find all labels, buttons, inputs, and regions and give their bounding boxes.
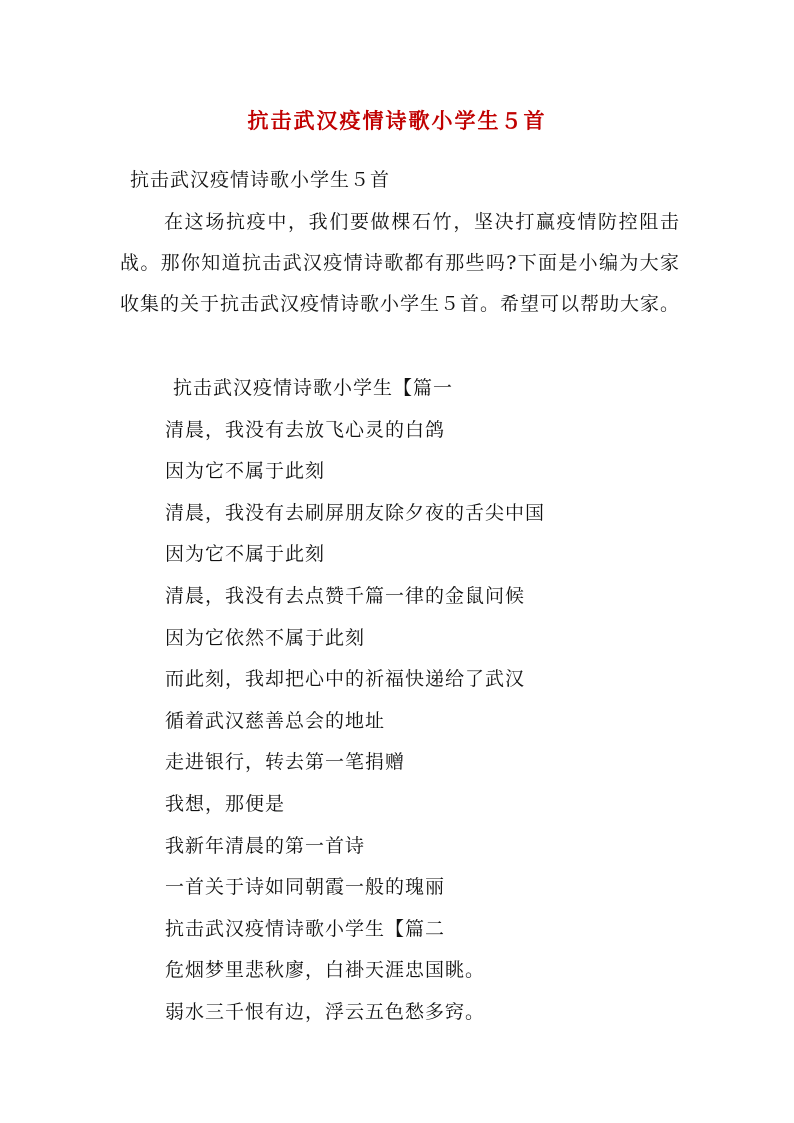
poem-line: 弱水三千恨有边，浮云五色愁多窍。 [165,1000,486,1023]
poem-line: 走进银行，转去第一笔捐赠 [165,751,406,774]
poem-line: 清晨，我没有去放飞心灵的白鸽 [165,418,446,441]
poem-line: 清晨，我没有去刷屏朋友除夕夜的舌尖中国 [165,501,546,524]
poem-line: 危烟梦里悲秋廖，白褂天涯忠国眺。 [165,959,486,982]
poem-line: 我新年清晨的第一首诗 [165,834,366,857]
poem-line: 因为它依然不属于此刻 [165,626,366,649]
poem-section-heading: 抗击武汉疫情诗歌小学生【篇二 [165,917,446,940]
document-subtitle: 抗击武汉疫情诗歌小学生５首 [130,169,391,191]
poem-lines [165,368,685,1034]
poem-line: 因为它不属于此刻 [165,543,326,566]
document-title: 抗击武汉疫情诗歌小学生５首 [247,108,547,133]
poem-line: 循着武汉慈善总会的地址 [165,709,386,732]
poem-line: 我想，那便是 [165,792,286,815]
poem-line: 而此刻，我却把心中的祈福快递给了武汉 [165,668,526,691]
poem-line: 因为它不属于此刻 [165,460,326,483]
intro-paragraph: 在这场抗疫中，我们要做棵石竹，坚决打赢疫情防控阻击战。那你知道抗击武汉疫情诗歌都有那些吗?下面是小编为大家收集的关于抗击武汉疫情诗歌小学生５首。希望可以帮助大家。 [120,211,681,315]
poem-line: 一首关于诗如同朝霞一般的瑰丽 [165,876,446,899]
poem-section-heading: 抗击武汉疫情诗歌小学生【篇一 [173,377,454,399]
poem-line: 清晨，我没有去点赞千篇一律的金鼠问候 [165,584,526,607]
